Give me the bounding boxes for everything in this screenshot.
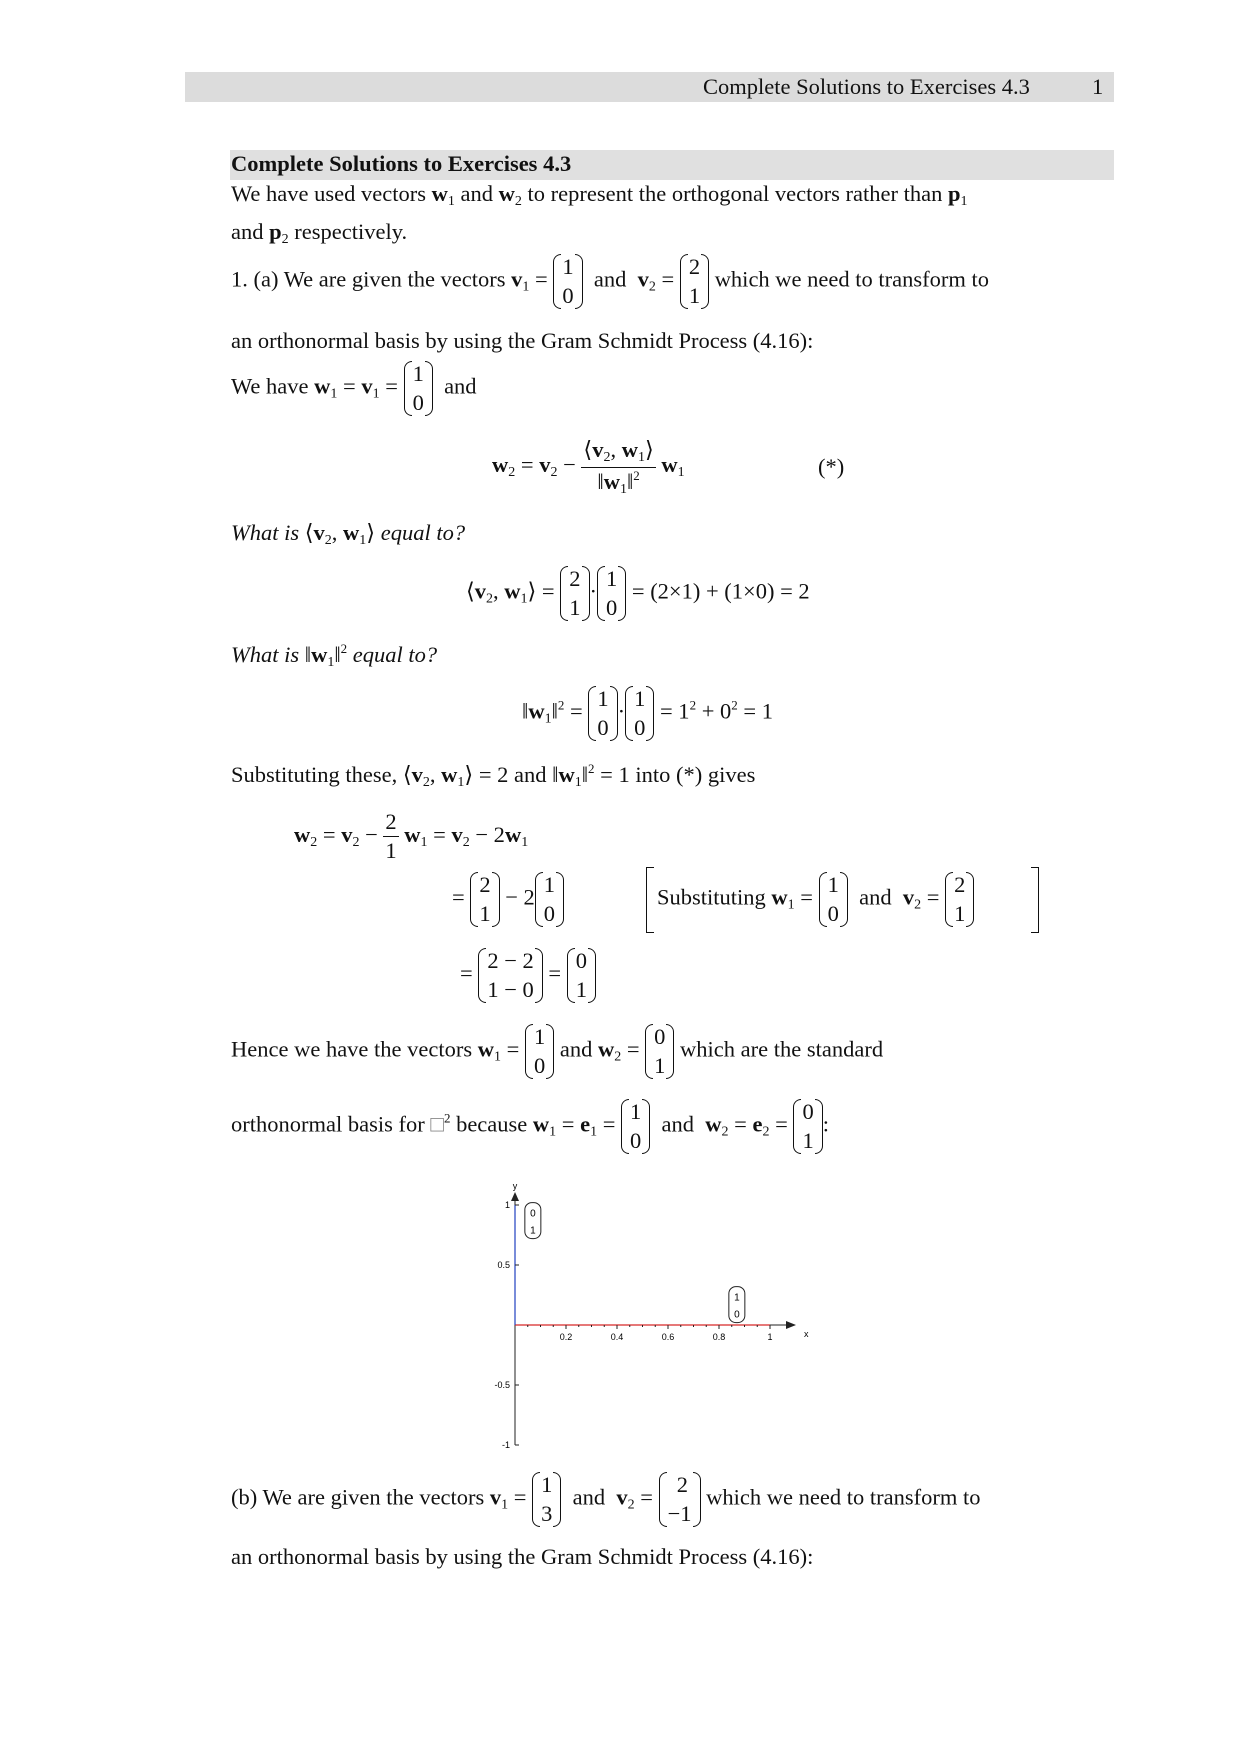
fraction-2-over-1: $\frac{2}{1}$ bbox=[385, 809, 397, 864]
bracket-and: and bbox=[859, 884, 892, 910]
part-a-label: 1. (a) We are given the vectors bbox=[231, 266, 506, 292]
y-tick-label-1: 0.5 bbox=[497, 1260, 510, 1270]
vector-1-0-b: 1 0 bbox=[625, 684, 654, 743]
we-have-line: We have $w_1 = v_1$ = 1 0 and bbox=[231, 359, 477, 418]
vector-v1: 1 0 bbox=[553, 252, 582, 311]
we-have-text: We have bbox=[231, 373, 309, 399]
real-space-symbol: □ bbox=[430, 1111, 444, 1137]
q1-text-a: What is bbox=[231, 520, 300, 545]
annotation-top-1: 1 bbox=[734, 1292, 740, 1304]
hence-text-b: which are the standard bbox=[680, 1036, 884, 1062]
hence-line: Hence we have the vectors $w_1$ = 1 0 and $w_2$ = 0 1 which are the standard bbox=[231, 1022, 883, 1081]
norm-computation: $‖w_1‖^2$ = 1 0 · 1 0 = $1^2 + 0^2 = 1$ bbox=[522, 684, 773, 743]
bracket-text: Substituting bbox=[657, 884, 766, 910]
projection-fraction: $\frac{⟨v_2, w_1⟩}{‖w_1‖^2}$ bbox=[583, 437, 654, 497]
question-inner-product: What is $⟨v_2$, $w_1⟩$ equal to? bbox=[231, 520, 466, 548]
basis-line: orthonormal basis for □$^2$ because $w_1 = e_1$ = 1 0 and $w_2 = e_2$ = 0 1 : bbox=[231, 1097, 829, 1156]
vector-b-v1: 1 3 bbox=[532, 1470, 561, 1529]
part-a-statement: 1. (a) We are given the vectors $v_1$ = 1 0 and $v_2$ = 2 1 which we need to transform to bbox=[231, 252, 989, 311]
substitution-line: Substituting these, $⟨v_2$, $w_1⟩ = 2$ and $‖w_1‖^2 = 1$ into (*) gives bbox=[231, 761, 756, 790]
x-tick-label-1: 0.4 bbox=[610, 1332, 624, 1342]
x-axis-arrow bbox=[786, 1321, 796, 1329]
basis-text-a: orthonormal basis for bbox=[231, 1111, 425, 1137]
page-header-title: Complete Solutions to Exercises 4.3 bbox=[703, 74, 1030, 99]
inner-product-computation: $⟨v_2$, $w_1⟩$ = 2 1 · 1 0 = (2×1) + (1×0) = 2 bbox=[466, 564, 810, 623]
annotation-top-0: 0 bbox=[530, 1208, 536, 1220]
x-tick-label-2: 0.6 bbox=[661, 1332, 675, 1342]
part-a-tail: which we need to transform to bbox=[714, 266, 989, 292]
x-tick-label-4: 1 bbox=[767, 1332, 773, 1342]
bracket-remark: Substituting $w_1$ = 1 0 and $v_2$ = 2 1 bbox=[657, 870, 974, 929]
basis-text-b: because bbox=[456, 1111, 528, 1137]
subst-text-b: and bbox=[514, 762, 547, 787]
vector-w1-remark: 1 0 bbox=[819, 870, 848, 929]
intro-text-2: and bbox=[460, 181, 493, 206]
vector-v2-remark: 2 1 bbox=[945, 870, 974, 929]
basis-end: : bbox=[822, 1111, 829, 1137]
vector-2-1: 2 1 bbox=[560, 564, 589, 623]
intro-text-3: to represent the orthogonal vectors rather than bbox=[527, 181, 943, 206]
hence-and: and bbox=[559, 1036, 593, 1062]
vector-w1-def: 1 0 bbox=[404, 359, 433, 418]
part-a-and: and bbox=[593, 266, 627, 292]
x-tick-label-3: 0.8 bbox=[712, 1332, 726, 1342]
q1-text-b: equal to? bbox=[380, 520, 466, 545]
x-axis-label: x bbox=[804, 1329, 809, 1339]
vector-0-1-result: 0 1 bbox=[567, 946, 596, 1005]
intro-text-4: and bbox=[231, 219, 264, 244]
vector-e1: 1 0 bbox=[621, 1097, 650, 1156]
intro-text-1: We have used vectors bbox=[231, 181, 426, 206]
vector-v2: 2 1 bbox=[680, 252, 709, 311]
y-axis-arrow bbox=[511, 1192, 519, 1201]
y-tick-label-0: 1 bbox=[504, 1200, 510, 1210]
part-a-line-2: an orthonormal basis by using the Gram Schmidt Process (4.16): bbox=[231, 328, 814, 353]
part-b-label: (b) We are given the vectors bbox=[231, 1484, 485, 1510]
q2-text-a: What is bbox=[231, 642, 300, 667]
vector-e2: 0 1 bbox=[793, 1097, 822, 1156]
vector-2-1-step: 2 1 bbox=[470, 870, 499, 929]
left-square-bracket bbox=[646, 867, 654, 933]
q2-text-b: equal to? bbox=[352, 642, 438, 667]
y-axis-label: y bbox=[512, 1181, 518, 1191]
we-have-and: and bbox=[444, 373, 477, 399]
intro-line-1: We have used vectors $w_1$ and $w_2$ to represent the orthogonal vectors rather than $p_1$ bbox=[231, 181, 968, 209]
vector-b-v2: 2 −1 bbox=[659, 1470, 701, 1529]
w2-step-3: = 2 − 2 1 − 0 = 0 1 bbox=[460, 946, 596, 1005]
annotation-bottom-1: 0 bbox=[734, 1309, 740, 1321]
basis-and: and bbox=[661, 1111, 695, 1137]
y-tick-label-2: -0.5 bbox=[494, 1380, 510, 1390]
vector-1-0: 1 0 bbox=[597, 564, 626, 623]
section-title: Complete Solutions to Exercises 4.3 bbox=[231, 151, 572, 176]
vector-1-0-step: 1 0 bbox=[535, 870, 564, 929]
w2-step-2: = 2 1 − 2 1 0 bbox=[452, 870, 564, 929]
basis-vectors-plot bbox=[480, 1170, 860, 1460]
equation-star-label: (*) bbox=[818, 454, 845, 479]
intro-line-2: and $p_2$ respectively. bbox=[231, 219, 408, 247]
vector-w2-final: 0 1 bbox=[645, 1022, 674, 1081]
intro-text-5: respectively. bbox=[294, 219, 408, 244]
question-norm: What is $‖w_1‖^2$ equal to? bbox=[231, 641, 438, 670]
page-number: 1 bbox=[1092, 74, 1104, 99]
w2-substitution: $w_2 = v_2$ − $\frac{2}{1}$ $w_1 = v_2 - 2w_1$ bbox=[294, 808, 528, 865]
part-b-tail: which we need to transform to bbox=[706, 1484, 981, 1510]
part-b-line-2: an orthonormal basis by using the Gram Schmidt Process (4.16): bbox=[231, 1544, 814, 1569]
hence-text-a: Hence we have the vectors bbox=[231, 1036, 473, 1062]
gram-schmidt-formula: $w_2 = v_2$ − $\frac{⟨v_2, w_1⟩}{‖w_1‖^2}$ $w_1$ bbox=[492, 437, 685, 497]
subst-text-c: into (*) gives bbox=[635, 762, 756, 787]
chart-root bbox=[494, 1181, 809, 1450]
vector-w1-final: 1 0 bbox=[525, 1022, 554, 1081]
right-square-bracket bbox=[1031, 867, 1039, 933]
x-tick-label-0: 0.2 bbox=[559, 1332, 573, 1342]
annotation-bottom-0: 1 bbox=[530, 1225, 536, 1237]
part-b-statement: (b) We are given the vectors $v_1$ = 1 3 and $v_2$ = 2 −1 which we need to transform to bbox=[231, 1470, 980, 1529]
subst-text-a: Substituting these, bbox=[231, 762, 398, 787]
part-b-and: and bbox=[572, 1484, 606, 1510]
y-tick-label-3: -1 bbox=[501, 1440, 510, 1450]
vector-1-0-a: 1 0 bbox=[588, 684, 617, 743]
vector-difference: 2 − 2 1 − 0 bbox=[478, 946, 542, 1005]
